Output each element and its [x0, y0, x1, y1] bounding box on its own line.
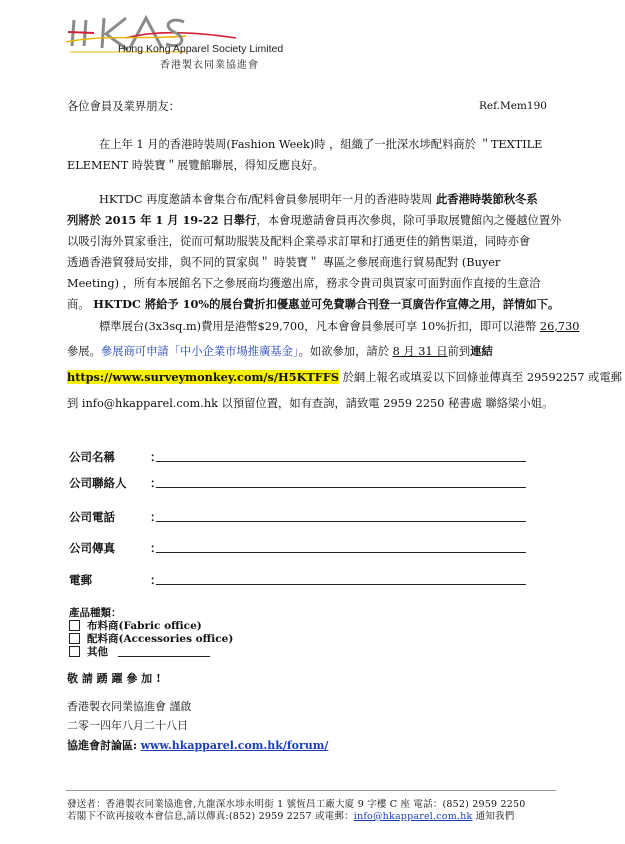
email-label: 電郵 [69, 573, 92, 587]
footer-text: 通知我們 [472, 811, 515, 822]
footer-divider [66, 790, 556, 791]
company-name-field[interactable] [156, 461, 526, 462]
para3-line2 [67, 341, 493, 362]
contact-person-field[interactable] [156, 487, 526, 488]
org-name-zh: 香港製衣同業協進會 [160, 60, 259, 71]
footer-email-link[interactable]: info@hkapparel.com.hk [353, 811, 473, 822]
event-dates: 列將於 2015 年 1 月 19-22 日舉行 [67, 213, 257, 227]
para3-text: 標準展台(3x3sq.m)費用是港幣$29,700，凡本會會員參展可享 10%折扣，即可以港幣 [99, 320, 537, 333]
para2-line2 [67, 210, 561, 231]
para1-line1: 在上年 1 月的香港時裝周(Fashion Week)時 ，組織了一批深水埗配料商於 ＂TEXTILE [99, 138, 543, 151]
accessories-option-label: 配料商(Accessories office) [87, 633, 234, 645]
other-checkbox[interactable] [69, 646, 80, 657]
signature: 香港製衣同業協進會 謹啟 [67, 700, 192, 713]
para2-highlight: 此香港時裝節秋冬系 [435, 192, 538, 206]
forum-link[interactable]: www.hkapparel.com.hk/forum/ [140, 739, 329, 752]
para2-text: ，本會現邀請會員再次參與，除可爭取展覽館內之優越位置外 [256, 214, 562, 227]
footer-unsubscribe [67, 808, 514, 822]
para2-line4: 透過香港貿發局安排，與不同的買家與＂ 時裝寶＂ 專區之參展商進行貿易配對 (Buyer [67, 256, 501, 269]
letter-date: 二零一四年八月二十八日 [67, 719, 188, 732]
colon: ： [150, 573, 162, 587]
discount-offer: HKTDC 將給予 10%的展台費折扣優惠並可免費聯合刊登一頁廣告作宣傳之用，詳情如下。 [93, 297, 560, 311]
company-fax-field[interactable] [156, 552, 526, 553]
para3-text: 前到 [447, 345, 471, 358]
product-category-title: 產品種類： [69, 607, 122, 619]
forum-line [67, 737, 328, 753]
para2-line1 [99, 189, 538, 210]
company-phone-field[interactable] [156, 521, 526, 522]
survey-link[interactable]: https://www.surveymonkey.com/s/H5KTFFS [67, 370, 339, 384]
other-option-label: 其他 [87, 646, 108, 658]
para3-text: 參展。 [67, 345, 101, 358]
company-fax-label: 公司傳真 [69, 541, 115, 555]
para2-line3: 以吸引海外買家垂注，從而可幫助服裝及配料企業尋求訂單和打通更佳的銷售渠道，同時亦會 [67, 235, 531, 248]
para3-text: 於網上報名或填妥以下回條並傳真至 29592257 或電郵 [342, 371, 622, 384]
para2-text: HKTDC 再度邀請本會集合布/配料會員參展明年一月的香港時裝周 [99, 193, 433, 206]
sme-fund-note: 參展商可申請「中小企業市場推廣基金」 [100, 345, 299, 358]
para2-line6 [67, 294, 559, 315]
colon: ： [150, 476, 162, 490]
forum-label: 協進會討論區: [67, 739, 138, 752]
colon: ： [150, 510, 162, 524]
para3-line3 [67, 367, 622, 388]
para1-line2: ELEMENT 時裝寶＂展覽館聯展，得知反應良好。 [67, 159, 324, 172]
deadline-date: 8 月 31 日 [392, 345, 448, 358]
colon: ： [150, 541, 162, 555]
contact-person-label: 公司聯絡人 [69, 476, 127, 490]
accessories-checkbox[interactable] [69, 633, 80, 644]
footer-text: 若閣下不欲再接收本會信息,請以傳真:(852) 2959 2257 或電郵： [67, 811, 354, 822]
para3-line4: 到 info@hkapparel.com.hk 以預留位置，如有查詢，請致電 2959 2250 秘書處 聯絡梁小姐。 [67, 397, 554, 410]
para2-line5: Meeting) ，所有本展館名下之參展商均獲邀出席，務求令貴司與買家可面對面作直接的生意洽 [67, 277, 541, 290]
discounted-price: 26,730 [539, 320, 580, 333]
fabric-option-label: 布料商(Fabric office) [87, 620, 202, 632]
company-phone-label: 公司電話 [69, 510, 115, 524]
other-input-line[interactable] [118, 656, 210, 657]
link-label: 連結 [470, 344, 493, 358]
email-field[interactable] [156, 584, 526, 585]
invitation-text: 敬 請 踴 躍 參 加 ! [67, 672, 161, 685]
footer-address: 發送者：香港製衣同業協進會,九龍深水埗永明街 1 號恆昌工廠大廈 9 字樓 C 座 電話：(852) 2959 2250 [67, 799, 526, 810]
colon: ： [150, 450, 162, 464]
company-name-label: 公司名稱 [69, 450, 115, 464]
org-name-en: Hong Kong Apparel Society Limited [118, 43, 284, 55]
fabric-checkbox[interactable] [69, 620, 80, 631]
greeting: 各位會員及業界朋友： [67, 100, 180, 113]
reference-number: Ref.Mem190 [479, 100, 547, 112]
para3-text: 。如欲參加，請於 [298, 345, 389, 358]
para3-line1 [99, 316, 579, 337]
para2-text: 商。 [67, 298, 90, 311]
